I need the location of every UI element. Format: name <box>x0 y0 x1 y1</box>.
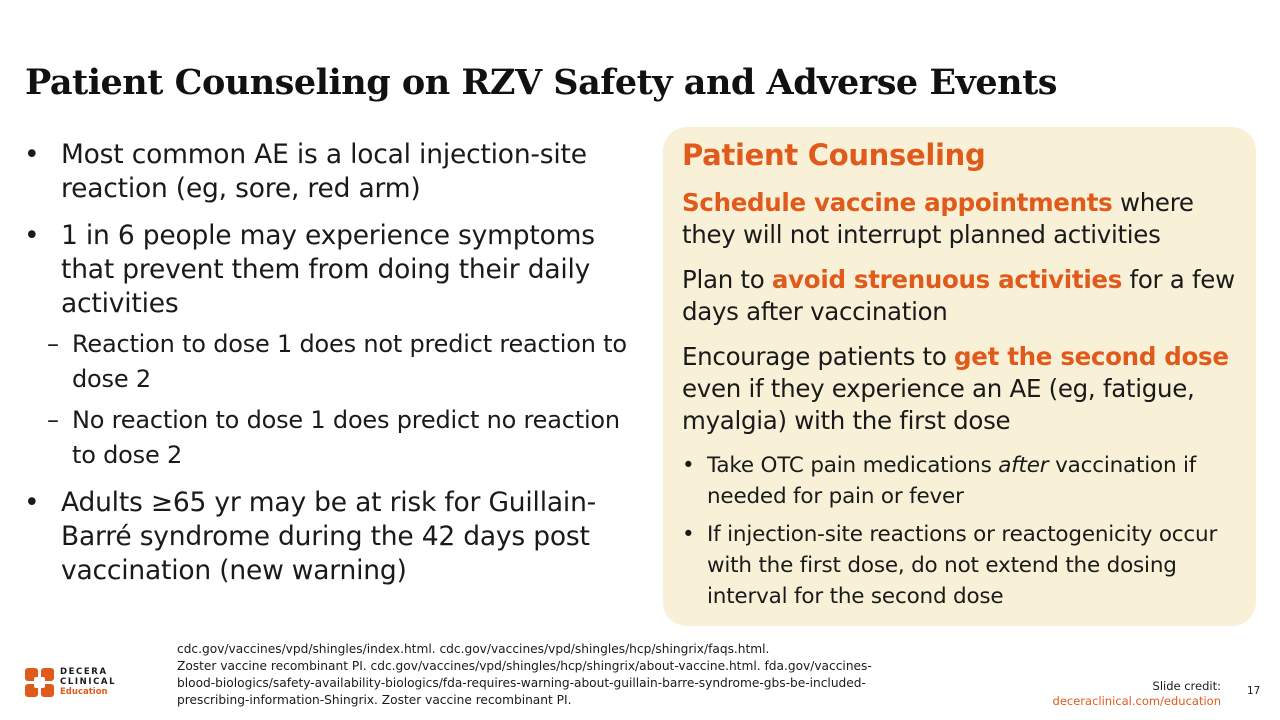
bullet-marker: • <box>24 139 40 170</box>
panel-bullet-emphasis: after <box>998 453 1049 478</box>
panel-title: Patient Counseling <box>682 138 986 172</box>
panel-bullet-text: vaccination if needed for pain or fever <box>707 453 1197 509</box>
panel-bullet-marker: • <box>682 453 695 478</box>
logo-line-2: CLINICAL <box>60 677 117 687</box>
reference-line: Zoster vaccine recombinant PI. cdc.gov/vaccines/vpd/shingles/hcp/shingrix/about-vaccine.html. fda.gov/vaccines- <box>177 659 872 673</box>
decera-logo-icon <box>25 668 54 697</box>
panel-bullet-marker: • <box>682 522 695 547</box>
left-bullet-list <box>24 138 639 588</box>
logo-line-3: Education <box>60 687 108 697</box>
bullet-text: Adults ≥65 yr may be at risk for Guillain-Barré syndrome during the 42 days post vaccination (new warning) <box>61 487 597 586</box>
reference-line: prescribing-information-Shingrix. Zoster vaccine recombinant PI. <box>177 693 572 707</box>
patient-counseling-panel <box>663 127 1256 626</box>
para-text: for a few days after vaccination <box>682 265 1235 326</box>
para-text: even if they experience an AE (eg, fatigue, myalgia) with the first dose <box>682 374 1195 435</box>
reference-line: blood-biologics/safety-availability-biologics/fda-requires-warning-about-guillain-barre-syndrome-gbs-be-included- <box>177 676 866 690</box>
sub-bullet-marker: – <box>47 406 59 434</box>
para-text: where they will not interrupt planned activities <box>682 188 1194 249</box>
panel-bullet-interval <box>682 519 1238 612</box>
slide-credit-link[interactable]: deceraclinical.com/education <box>1052 694 1221 708</box>
slide-credit <box>1053 679 1221 709</box>
para-text: Encourage patients to <box>682 342 955 371</box>
sub-bullet-text: Reaction to dose 1 does not predict reaction to dose 2 <box>72 330 627 393</box>
counsel-avoid-strenuous <box>682 264 1238 328</box>
sub-bullet-no-reaction <box>24 403 639 473</box>
counsel-second-dose <box>682 341 1238 437</box>
para-text: Plan to <box>682 265 772 294</box>
reference-line: cdc.gov/vaccines/vpd/shingles/index.html. cdc.gov/vaccines/vpd/shingles/hcp/shingrix/faqs.html. <box>177 642 770 656</box>
panel-bullet-text: If injection-site reactions or reactogenicity occur with the first dose, do not extend the dosing interval for the second dose <box>707 522 1218 609</box>
references <box>177 641 1007 709</box>
highlight-text: Schedule vaccine appointments <box>682 188 1113 217</box>
counsel-schedule <box>682 187 1238 251</box>
bullet-gbs-warning <box>24 486 639 588</box>
page-number: 17 <box>1247 685 1261 697</box>
sub-bullet-marker: – <box>47 330 59 358</box>
bullet-marker: • <box>24 220 40 251</box>
panel-bullet-otc <box>682 450 1238 512</box>
bullet-text: Most common AE is a local injection-site reaction (eg, sore, red arm) <box>61 139 587 204</box>
highlight-text: get the second dose <box>954 342 1229 371</box>
slide-credit-label: Slide credit: <box>1152 679 1221 693</box>
decera-logo <box>25 665 133 698</box>
bullet-common-ae <box>24 138 639 206</box>
sub-bullet-dose1-no-predict <box>24 327 639 397</box>
bullet-text: 1 in 6 people may experience symptoms that prevent them from doing their daily activities <box>61 220 595 319</box>
highlight-text: avoid strenuous activities <box>771 265 1123 294</box>
slide-title: Patient Counseling on RZV Safety and Adverse Events <box>25 62 1057 103</box>
logo-line-1: DECERA <box>60 667 108 677</box>
bullet-marker: • <box>24 487 40 518</box>
bullet-one-in-six <box>24 219 639 321</box>
panel-bullet-text: Take OTC pain medications <box>707 453 999 478</box>
sub-bullet-text: No reaction to dose 1 does predict no reaction to dose 2 <box>72 406 620 469</box>
logo-wordmark <box>60 667 116 698</box>
